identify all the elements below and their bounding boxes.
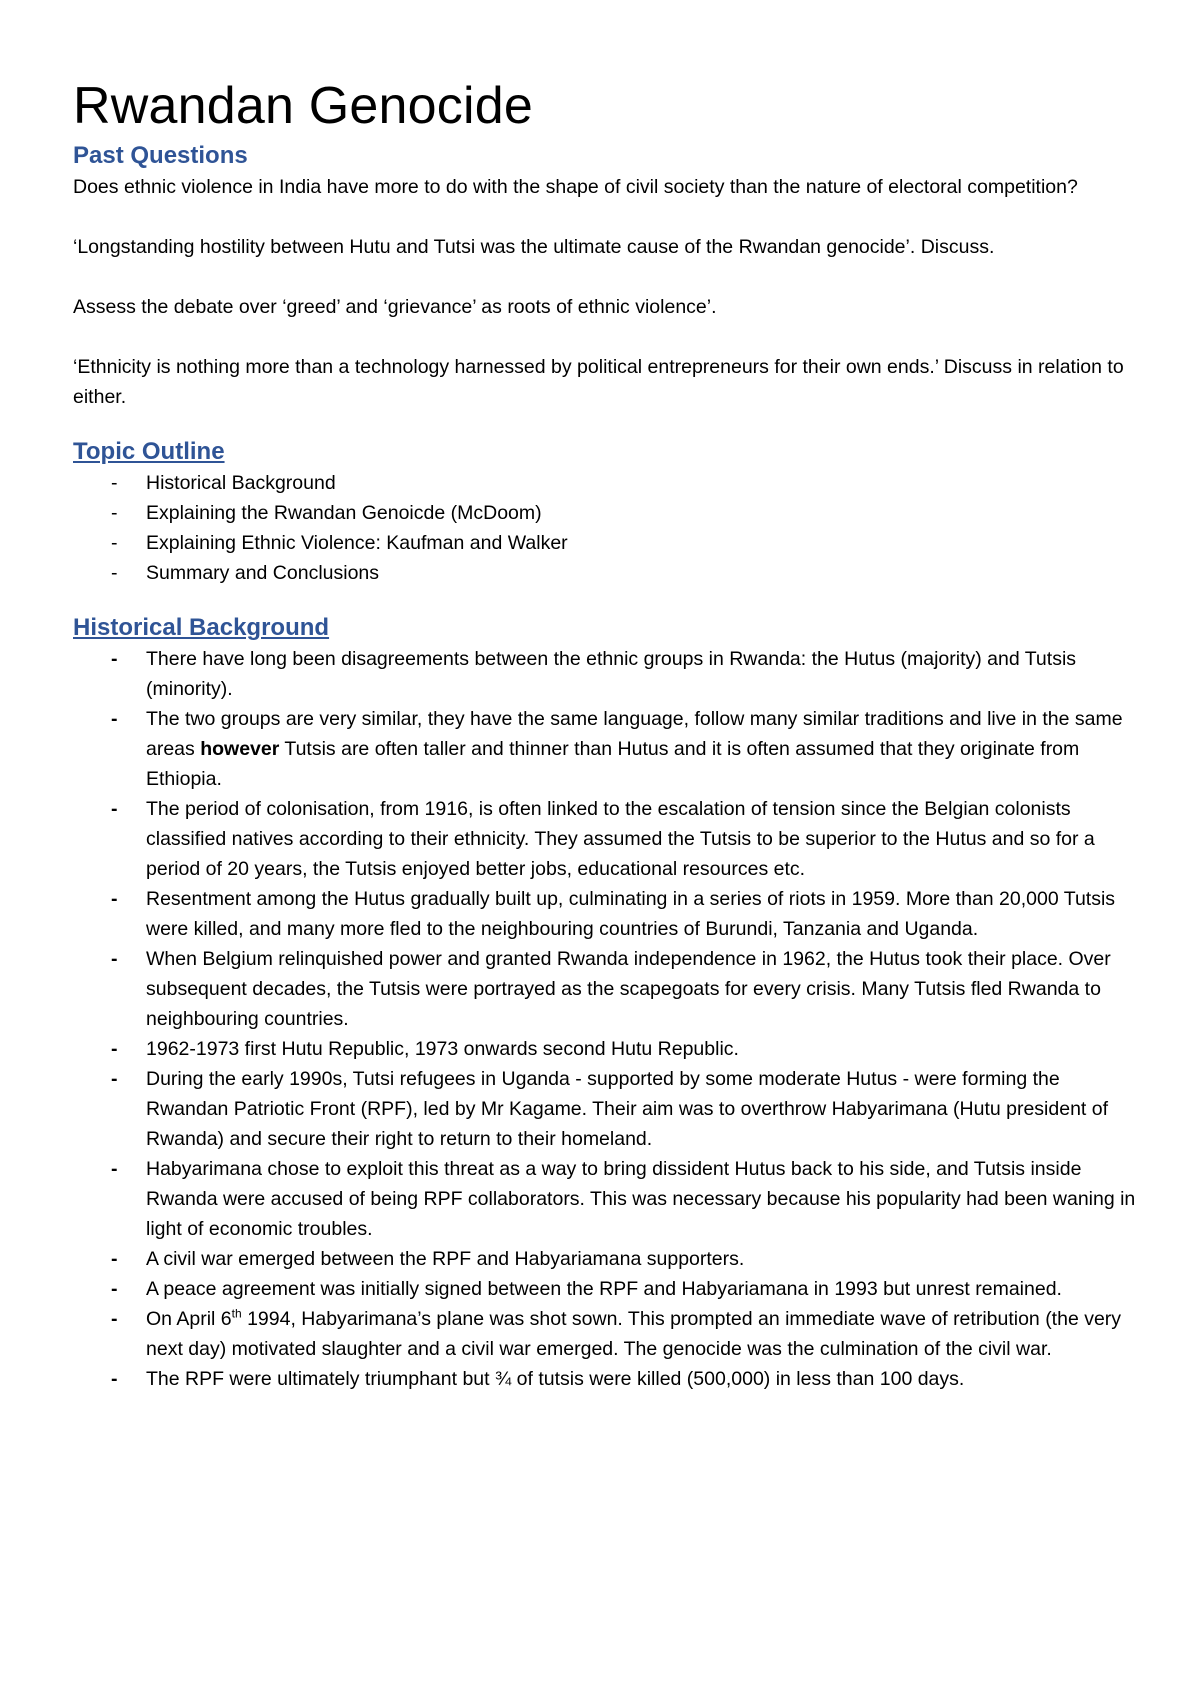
past-question-4: ‘Ethnicity is nothing more than a technology harnessed by political entrepreneurs for their own ends.’ Discuss in relation to either. [73,356,1124,408]
list-item: - During the early 1990s, Tutsi refugees in Uganda - supported by some moderate Hutus - were forming the Rwandan Patriotic Front (RPF), led by Mr Kagame. Their aim was to overthrow Habyarimana (Hutu president of Rwanda) and secure their right to return to their homeland. [111,1068,1109,1150]
historical-background-list [73,644,1143,1394]
list-item: - Habyarimana chose to exploit this threat as a way to bring dissident Hutus back to his side, and Tutsis inside Rwanda were accused of being RPF collaborators. This was necessary because his popularity had been waning in light of economic troubles. [111,1158,1136,1240]
list-item: - The period of colonisation, from 1916, is often linked to the escalation of tension since the Belgian colonists classified natives according to their ethnicity. They assumed the Tutsis to be superior to the Hutus and so for a period of 20 years, the Tutsis enjoyed better jobs, educational resources etc. [111,798,1095,880]
list-item: - Resentment among the Hutus gradually built up, culminating in a series of riots in 1959. More than 20,000 Tutsis were killed, and many more fled to the neighbouring countries of Burundi, Tanzania and Uganda. [111,888,1116,940]
historical-background-heading: Historical Background [73,614,330,641]
past-question-2: ‘Longstanding hostility between Hutu and Tutsi was the ultimate cause of the Rwandan genocide’. Discuss. [73,236,995,258]
list-item: - On April 6th 1994, Habyarimana’s plane was shot sown. This prompted an immediate wave of retribution (the very next day) motivated slaughter and a civil war emerged. The genocide was the culmination of the civil war. [111,1306,1122,1360]
list-item: - A civil war emerged between the RPF and Habyariamana supporters. [111,1248,745,1270]
past-question-3: Assess the debate over ‘greed’ and ‘grievance’ as roots of ethnic violence’. [73,296,717,318]
list-item: - The RPF were ultimately triumphant but ¾ of tutsis were killed (500,000) in less than 100 days. [111,1368,965,1390]
list-item: - Explaining the Rwandan Genoicde (McDoom) [111,502,542,524]
past-question-1: Does ethnic violence in India have more to do with the shape of civil society than the nature of electoral competition? [73,176,1078,198]
list-item: - A peace agreement was initially signed between the RPF and Habyariamana in 1993 but unrest remained. [111,1278,1062,1300]
list-item: - Explaining Ethnic Violence: Kaufman and Walker [111,532,568,554]
list-item: - When Belgium relinquished power and granted Rwanda independence in 1962, the Hutus took their place. Over subsequent decades, the Tutsis were portrayed as the scapegoats for every crisis. Many Tutsis fled Rwanda to neighbouring countries. [111,948,1111,1030]
list-item: - 1962-1973 first Hutu Republic, 1973 onwards second Hutu Republic. [111,1038,739,1060]
document-title: Rwandan Genocide [73,77,533,135]
past-questions-heading: Past Questions [73,142,248,169]
topic-outline-list [73,468,1143,588]
list-item: - The two groups are very similar, they have the same language, follow many similar traditions and live in the same areas however Tutsis are often taller and thinner than Hutus and it is often assumed that they originate from Ethiopia. [111,708,1123,790]
list-item: - There have long been disagreements between the ethnic groups in Rwanda: the Hutus (majority) and Tutsis (minority). [111,648,1077,700]
list-item: - Summary and Conclusions [111,562,380,584]
list-item: - Historical Background [111,472,336,494]
topic-outline-heading: Topic Outline [73,438,225,465]
emphasis-however: however [200,738,280,760]
document-content [73,72,1143,1394]
